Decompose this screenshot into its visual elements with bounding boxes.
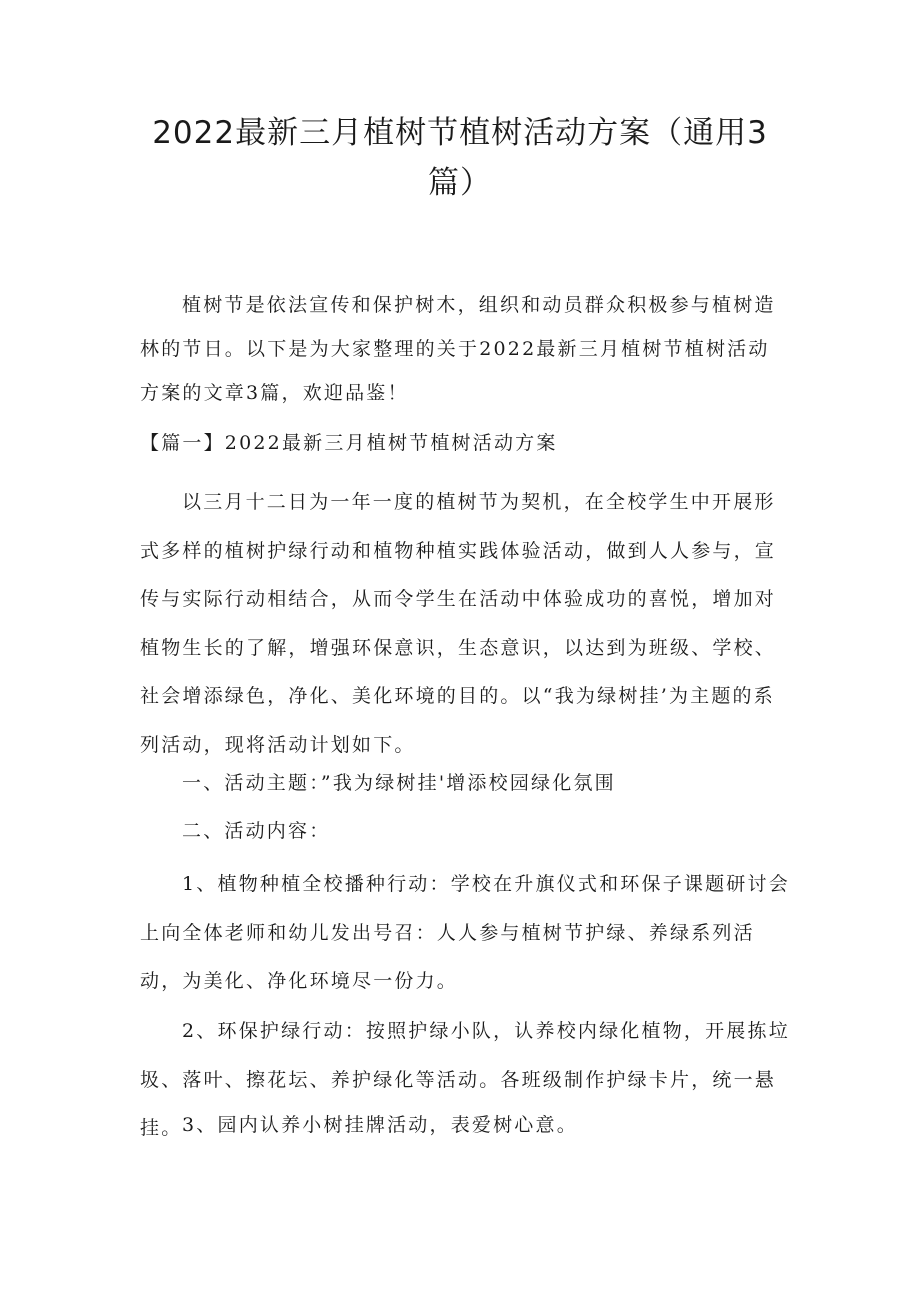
intro-paragraph: 植树节是依法宣传和保护树木，组织和动员群众积极参与植树造林的节日。以下是为大家整理的关于2022最新三月植树节植树活动方案的文章3篇，欢迎品鉴！ (140, 294, 776, 404)
section-body-paragraph: 以三月十二日为一年一度的植树节为契机，在全校学生中开展形式多样的植树护绿行动和植物种植实践体验活动，做到人人参与，宣传与实际行动相结合，从而令学生在活动中体验成功的喜悦，增加对植物生长的了解，增强环保意识，生态意识，以达到为班级、学校、社会增添绿色，净化、美化环境的目的。以“我为绿树挂’为主题的系列活动，现将活动计划如下。 (140, 491, 777, 756)
document-title: 2022最新三月植树节植树活动方案（通用3篇） (152, 115, 768, 201)
activity-item-3: 3、园内认养小树挂牌活动，表爱树心意。 (182, 1114, 578, 1136)
activity-theme: 一、活动主题：”我为绿树挂'增添校园绿化氛围 (182, 772, 616, 794)
activity-item-2: 2、环保护绿行动：按照护绿小队，认养校内绿化植物，开展拣垃圾、落叶、擦花坛、养护绿化等活动。各班级制作护绿卡片，统一悬挂。 (140, 1020, 790, 1139)
activity-item-1: 1、植物种植全校播种行动：学校在升旗仪式和环保子课题研讨会上向全体老师和幼儿发出号召：人人参与植树节护绿、养绿系列活动，为美化、净化环境尽一份力。 (140, 873, 790, 992)
activity-content-heading: 二、活动内容： (182, 820, 331, 842)
section-heading: 【篇一】2022最新三月植树节植树活动方案 (140, 432, 558, 454)
